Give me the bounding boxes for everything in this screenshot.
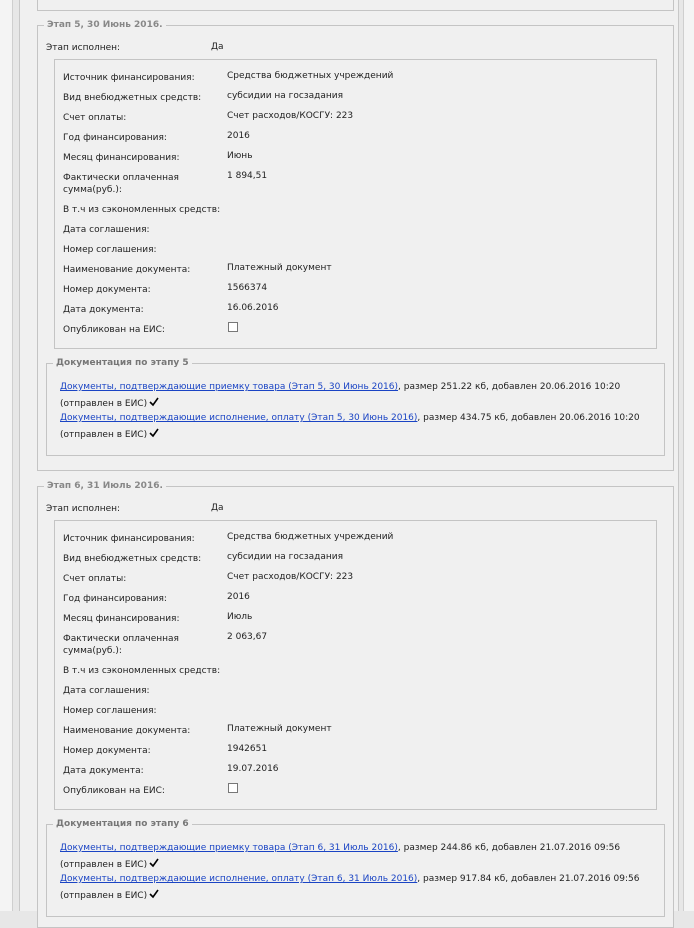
field-value: 16.06.2016 xyxy=(227,303,279,313)
field-value: Счет расходов/КОСГУ: 223 xyxy=(227,572,354,582)
right-scrollbar[interactable] xyxy=(683,0,694,911)
documents-title: Документация по этапу 6 xyxy=(53,818,192,830)
field-label-line2: сумма(руб.): xyxy=(63,646,122,656)
field-label: Наименование документа: xyxy=(63,726,191,736)
field-value: Средства бюджетных учреждений xyxy=(227,71,394,81)
field-label: Месяц финансирования: xyxy=(63,153,180,163)
field-label: Счет оплаты: xyxy=(63,574,127,584)
stage-completed-label: Этап исполнен: xyxy=(46,43,121,53)
field-value: субсидии на госзадания xyxy=(227,552,344,562)
field-value: 1566374 xyxy=(227,283,268,293)
field-label: Год финансирования: xyxy=(63,133,167,143)
stage-completed-label: Этап исполнен: xyxy=(46,504,121,514)
documents-title: Документация по этапу 5 xyxy=(53,357,192,369)
field-label: Источник финансирования: xyxy=(63,73,195,83)
stage-title: Этап 6, 31 Июль 2016. xyxy=(44,480,166,492)
published-label: Опубликован на ЕИС: xyxy=(63,786,165,796)
field-label-line2: сумма(руб.): xyxy=(63,185,122,195)
previous-stage-fieldset xyxy=(37,0,674,11)
field-label: Дата документа: xyxy=(63,305,144,315)
field-value: 2016 xyxy=(227,592,250,602)
field-value: субсидии на госзадания xyxy=(227,91,344,101)
field-label: Номер соглашения: xyxy=(63,245,157,255)
document-entry xyxy=(60,842,620,854)
left-scrollbar[interactable] xyxy=(0,0,13,911)
field-value: 1942651 xyxy=(227,744,268,754)
field-label: Источник финансирования: xyxy=(63,534,195,544)
field-label: Месяц финансирования: xyxy=(63,614,180,624)
field-label: Наименование документа: xyxy=(63,265,191,275)
stage-fieldset xyxy=(37,20,674,471)
document-info: , размер 917.84 кб, добавлен 21.07.2016 09:56 xyxy=(417,874,640,884)
financing-details-panel xyxy=(54,520,657,810)
check-icon xyxy=(149,428,159,438)
document-link[interactable]: Документы, подтверждающие исполнение, оплату (Этап 5, 30 Июнь 2016) xyxy=(60,413,418,423)
field-label: Фактически оплаченная xyxy=(63,173,179,183)
stage-documents-fieldset xyxy=(46,358,665,456)
field-label: Дата соглашения: xyxy=(63,686,150,696)
field-value: Счет расходов/КОСГУ: 223 xyxy=(227,111,354,121)
field-label: Номер соглашения: xyxy=(63,706,157,716)
field-value: 2 063,67 xyxy=(227,632,268,642)
document-link[interactable]: Документы, подтверждающие приемку товара (Этап 6, 31 Июль 2016) xyxy=(60,843,398,853)
document-entry xyxy=(60,381,620,393)
field-value: Июль xyxy=(227,612,253,622)
field-label: В т.ч из сэкономленных средств: xyxy=(63,205,221,215)
field-value: Июнь xyxy=(227,151,253,161)
field-label: Вид внебюджетных средств: xyxy=(63,93,202,103)
published-checkbox[interactable] xyxy=(228,322,238,332)
check-icon xyxy=(149,858,159,868)
document-link[interactable]: Документы, подтверждающие исполнение, оплату (Этап 6, 31 Июль 2016) xyxy=(60,874,418,884)
document-entry xyxy=(60,873,639,885)
field-label: Номер документа: xyxy=(63,285,151,295)
stage-documents-fieldset xyxy=(46,819,665,917)
field-label: В т.ч из сэкономленных средств: xyxy=(63,666,221,676)
field-label: Год финансирования: xyxy=(63,594,167,604)
field-label: Счет оплаты: xyxy=(63,113,127,123)
document-sent-status: (отправлен в ЕИС) xyxy=(60,396,159,410)
field-value: 1 894,51 xyxy=(227,171,268,181)
financing-details-panel xyxy=(54,59,657,349)
field-value: 19.07.2016 xyxy=(227,764,279,774)
field-label: Фактически оплаченная xyxy=(63,634,179,644)
document-info: , размер 251.22 кб, добавлен 20.06.2016 10:20 xyxy=(398,382,621,392)
check-icon xyxy=(149,397,159,407)
stage-completed-value: Да xyxy=(211,42,224,52)
document-sent-status: (отправлен в ЕИС) xyxy=(60,888,159,902)
document-link[interactable]: Документы, подтверждающие приемку товара (Этап 5, 30 Июнь 2016) xyxy=(60,382,399,392)
stage-title: Этап 5, 30 Июнь 2016. xyxy=(44,19,166,31)
field-value: 2016 xyxy=(227,131,250,141)
document-info: , размер 244.86 кб, добавлен 21.07.2016 09:56 xyxy=(397,843,621,853)
check-icon xyxy=(149,889,159,899)
document-info: , размер 434.75 кб, добавлен 20.06.2016 10:20 xyxy=(417,413,640,423)
field-label: Номер документа: xyxy=(63,746,151,756)
document-entry xyxy=(60,412,640,424)
field-value: Средства бюджетных учреждений xyxy=(227,532,394,542)
field-label: Дата соглашения: xyxy=(63,225,150,235)
field-label: Дата документа: xyxy=(63,766,144,776)
field-value: Платежный документ xyxy=(227,263,332,273)
document-sent-status: (отправлен в ЕИС) xyxy=(60,427,159,441)
stage-fieldset xyxy=(37,481,674,928)
field-label: Вид внебюджетных средств: xyxy=(63,554,202,564)
published-label: Опубликован на ЕИС: xyxy=(63,325,165,335)
stage-completed-value: Да xyxy=(211,503,224,513)
field-value: Платежный документ xyxy=(227,724,332,734)
document-sent-status: (отправлен в ЕИС) xyxy=(60,857,159,871)
published-checkbox[interactable] xyxy=(228,783,238,793)
